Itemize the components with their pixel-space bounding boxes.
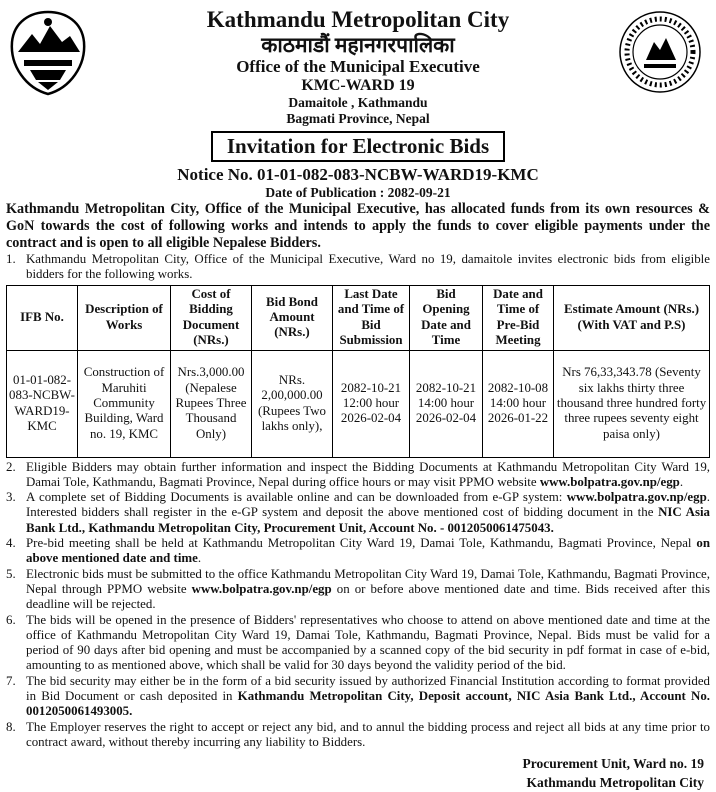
item-bold-text: on above mentioned date and time <box>26 536 710 566</box>
list-item <box>6 613 710 674</box>
list-item <box>6 674 710 720</box>
item-text-part: Eligible Bidders may obtain further information and inspect the Bidding Documents at Kathmandu Metropolitan City Ward 19, Damai Tole, Kathmandu, Bagmati Province, Nepal during office hours or may visit PPMO website <box>26 459 710 489</box>
item-text-part: Pre-bid meeting shall be held at Kathmandu Metropolitan City Ward 19, Damai Tole, Kathmandu, Bagmati Province, Nepal <box>26 536 697 551</box>
notice-number: Notice No. 01-01-082-083-NCBW-WARD19-KMC <box>177 165 539 184</box>
col-ifb-no: IFB No. <box>7 285 78 350</box>
bank-account-text: NIC Asia Bank Ltd., Kathmandu Metropolitan City, Procurement Unit, Account No. - 0012050061475043. <box>26 505 711 535</box>
list-item <box>6 536 710 567</box>
cell-estimate: Nrs 76,33,343.78 (Seventy six lakhs thirty three thousand three hundred forty three rupees seventy eight paisa only) <box>554 350 710 457</box>
item-number: 3. <box>6 490 16 505</box>
item-text <box>26 674 710 720</box>
header <box>6 6 710 162</box>
item-text-part: on or before above mentioned date and time. Bids received after this deadline will be rejected. <box>26 581 710 612</box>
table-header-row <box>7 285 710 350</box>
item-number: 7. <box>6 673 16 688</box>
invitation-banner: Invitation for Electronic Bids <box>211 131 505 162</box>
nepali-title: काठमाडौं महानगरपालिका <box>261 33 455 57</box>
item-text <box>26 490 710 536</box>
item-number: 2. <box>6 459 16 474</box>
address-line-1: Damaitole , Kathmandu <box>288 95 428 110</box>
bids-table <box>6 285 710 458</box>
item-text-part: . <box>679 474 684 489</box>
list-item <box>6 720 710 751</box>
intro-paragraph: Kathmandu Metropolitan City, Office of the Municipal Executive, has allocated funds from its own resources & GoN towards the cost of following works and intends to apply the funds to cover eligible payments under the contract and is open to all eligible Nepalese Bidders. <box>6 201 710 251</box>
item-text <box>26 567 710 613</box>
list-item <box>6 252 710 283</box>
ppmo-website-link[interactable]: www.bolpatra.gov.np/egp <box>191 581 332 596</box>
item-text-part: A complete set of Bidding Documents is available online and can be downloaded from e-GP system: <box>26 490 567 505</box>
ward-title: KMC-WARD 19 <box>301 77 415 94</box>
cell-prebid: 2082-10-08 14:00 hour 2026-01-22 <box>483 350 554 457</box>
col-estimate: Estimate Amount (NRs.) (With VAT and P.S) <box>554 285 710 350</box>
kmc-emblem-icon <box>8 8 88 96</box>
table-row <box>7 350 710 457</box>
list-item <box>6 460 710 491</box>
item-number: 5. <box>6 566 16 581</box>
item-text: The Employer reserves the right to accept or reject any bid, and to annul the bidding process and reject all bids at any time prior to contract award, without thereby incurring any liability to Bidders. <box>26 719 710 749</box>
cell-opening: 2082-10-21 14:00 hour 2026-02-04 <box>410 350 483 457</box>
item-text-part: Electronic bids must be submitted to the office Kathmandu Metropolitan City Ward 19, Damai Tole, Kathmandu, Bagmati Province, Nepal through PPMO website <box>26 566 710 596</box>
list-item <box>6 567 710 613</box>
col-cost: Cost of Bidding Document (NRs.) <box>171 285 252 350</box>
item-text: The bids will be opened in the presence of Bidders' representatives who choose to attend on above mentioned date and time at the office of Kathmandu Metropolitan City Ward 19, Damai Tole, Kathmandu, Bagmati Province, Nepal. Bids must be valid for a period of 90 days after bid opening and must be accompanied by a scanned copy of the bid security in pdf format in case of e-bid, amounting to as mentioned above, which shall be valid for 30 days beyond the validity period of the bid. <box>26 612 710 673</box>
city-title: Kathmandu Metropolitan City <box>206 7 510 32</box>
item-number: 8. <box>6 719 16 734</box>
signature-line-1: Procurement Unit, Ward no. 19 <box>522 756 704 772</box>
ppmo-website-link[interactable]: www.bolpatra.gov.np/egp <box>539 474 680 489</box>
cell-submission: 2082-10-21 12:00 hour 2026-02-04 <box>333 350 410 457</box>
kmc-seal-icon <box>618 10 702 94</box>
col-description: Description of Works <box>78 285 171 350</box>
egp-website-link[interactable]: www.bolpatra.gov.np/egp <box>566 490 707 505</box>
col-opening: Bid Opening Date and Time <box>410 285 483 350</box>
deposit-account-text: Kathmandu Metropolitan City, Deposit account, NIC Asia Bank Ltd., Account No. 0012050061493005. <box>26 689 710 719</box>
office-title: Office of the Municipal Executive <box>236 57 480 76</box>
col-prebid: Date and Time of Pre-Bid Meeting <box>483 285 554 350</box>
cell-cost: Nrs.3,000.00 (Nepalese Rupees Three Thousand Only) <box>171 350 252 457</box>
item-number: 6. <box>6 612 16 627</box>
cell-bid-bond: NRs. 2,00,000.00 (Rupees Two lakhs only), <box>252 350 333 457</box>
item-text-part: The bid security may either be in the form of a bid security issued by authorized Financial Institution according to format provided in Bid Document or cash deposited in <box>26 673 710 704</box>
item-text-part: . <box>197 551 202 566</box>
address-line-2: Bagmati Province, Nepal <box>286 111 430 126</box>
item-text <box>26 536 710 567</box>
publication-date: Date of Publication : 2082-09-21 <box>265 185 451 200</box>
item-number: 1. <box>6 252 16 266</box>
list-item <box>6 490 710 536</box>
signature-block <box>6 754 710 792</box>
signature-line-2: Kathmandu Metropolitan City <box>526 775 704 791</box>
item-text-part: . Interested bidders shall register in the e-GP system and deposit the above mentioned cost of bidding document in the <box>26 490 710 520</box>
col-submission: Last Date and Time of Bid Submission <box>333 285 410 350</box>
cell-description: Construction of Maruhiti Community Building, Ward no. 19, KMC <box>78 350 171 457</box>
item-text <box>26 460 710 491</box>
item-text: Kathmandu Metropolitan City, Office of the Municipal Executive, Ward no 19, damaitole invites electronic bids from eligible bidders for the following works. <box>26 252 710 282</box>
cell-ifb-no: 01-01-082-083-NCBW-WARD19-KMC <box>7 350 78 457</box>
col-bid-bond: Bid Bond Amount (NRs.) <box>252 285 333 350</box>
item-number: 4. <box>6 536 16 551</box>
